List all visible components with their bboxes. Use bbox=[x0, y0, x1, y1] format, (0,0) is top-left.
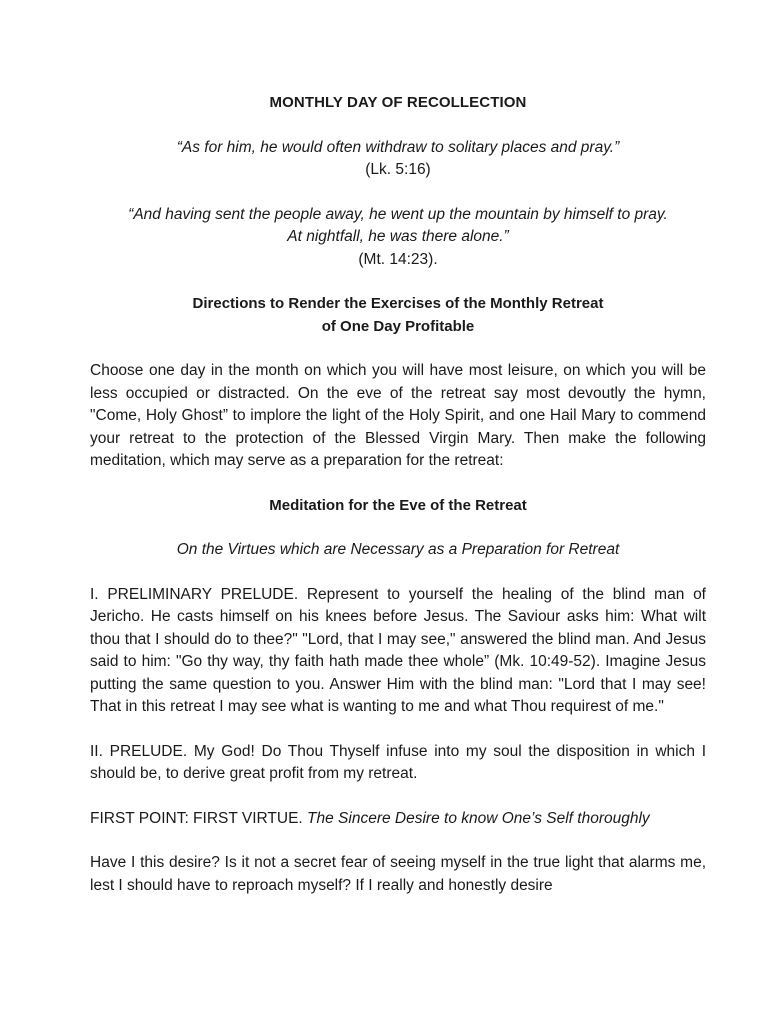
meditation-subheading: On the Virtues which are Necessary as a Preparation for Retreat bbox=[176, 541, 620, 558]
first-point-subtitle: The Sincere Desire to know One’s Self thoroughly bbox=[307, 809, 650, 827]
document-page bbox=[90, 92, 706, 897]
first-point-heading bbox=[90, 808, 706, 831]
quote-luke-text: “As for him, he would often withdraw to solitary places and pray.” bbox=[176, 138, 620, 156]
first-point-label: FIRST POINT: FIRST VIRTUE. bbox=[90, 809, 303, 827]
directions-heading-line2: of One Day Profitable bbox=[321, 317, 475, 335]
second-prelude-paragraph: II. PRELUDE. My God! Do Thou Thyself infuse into my soul the disposition in which I should be, to derive great profit from my retreat. bbox=[90, 742, 706, 782]
quote-luke-reference: (Lk. 5:16) bbox=[365, 161, 431, 178]
preliminary-prelude-paragraph: I. PRELIMINARY PRELUDE. Represent to yourself the healing of the blind man of Jericho. He casts himself on his knees before Jesus. The Saviour asks him: What wilt thou that I should do to thee?" "Lord, that I may see," answered the blind man. And Jesus said to him: "Go thy way, thy faith hath made thee whole” (Mk. 10:49-52). Imagine Jesus putting the same question to you. Answer Him with the blind man: "Lord that I may see! That in this retreat I may see what is wanting to me and what Thou requirest of me." bbox=[90, 585, 706, 715]
directions-heading-line1: Directions to Render the Exercises of the Monthly Retreat bbox=[192, 295, 604, 312]
quote-matthew-reference: (Mt. 14:23). bbox=[358, 250, 438, 268]
directions-heading bbox=[90, 293, 706, 338]
quote-matthew-line2: At nightfall, he was there alone.” bbox=[287, 228, 509, 245]
first-point-paragraph: Have I this desire? Is it not a secret fear of seeing myself in the true light that alarms me, lest I should have to reproach myself? If I really and honestly desire bbox=[90, 854, 706, 894]
document-title: MONTHLY DAY OF RECOLLECTION bbox=[269, 94, 527, 111]
meditation-heading: Meditation for the Eve of the Retreat bbox=[269, 496, 527, 514]
directions-paragraph: Choose one day in the month on which you will have most leisure, on which you will be less occupied or distracted. On the eve of the retreat say most devoutly the hymn, "Come, Holy Ghost” to implore the light of the Holy Spirit, and one Hail Mary to commend your retreat to the protection of the Blessed Virgin Mary. Then make the following meditation, which may serve as a preparation for the retreat: bbox=[90, 362, 706, 469]
quote-luke bbox=[90, 137, 706, 182]
quote-matthew-line1: “And having sent the people away, he went up the mountain by himself to pray. bbox=[128, 205, 668, 223]
quote-matthew bbox=[90, 204, 706, 272]
